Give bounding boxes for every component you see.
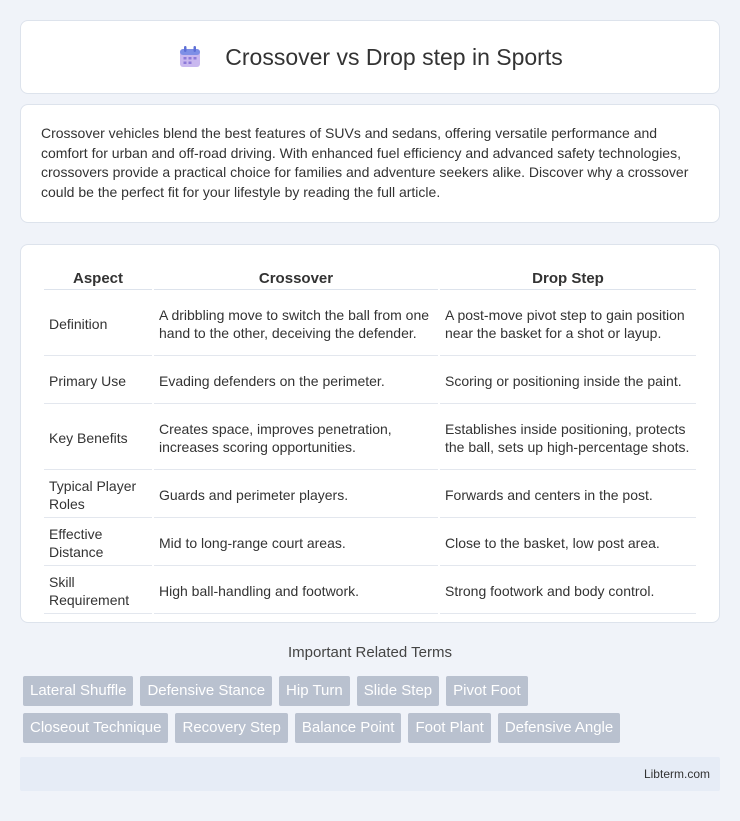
row-aspect: Effective Distance	[44, 520, 152, 566]
tag-pivot-foot[interactable]: Pivot Foot	[446, 676, 528, 706]
comparison-table-card	[20, 244, 720, 623]
column-header-drop-step: Drop Step	[440, 267, 696, 290]
row-drop-step: Scoring or positioning inside the paint.	[440, 358, 696, 404]
tag-defensive-angle[interactable]: Defensive Angle	[498, 713, 620, 743]
column-header-crossover: Crossover	[154, 267, 438, 290]
row-drop-step: Forwards and centers in the post.	[440, 472, 696, 518]
table-row	[44, 406, 696, 470]
table-row	[44, 520, 696, 566]
table-row	[44, 472, 696, 518]
row-crossover: High ball-handling and footwork.	[154, 568, 438, 614]
table-header-row	[44, 267, 696, 290]
row-drop-step: Strong footwork and body control.	[440, 568, 696, 614]
tag-balance-point[interactable]: Balance Point	[295, 713, 402, 743]
comparison-table	[42, 265, 698, 616]
tag-foot-plant[interactable]: Foot Plant	[408, 713, 490, 743]
row-aspect: Typical Player Roles	[44, 472, 152, 518]
tag-lateral-shuffle[interactable]: Lateral Shuffle	[23, 676, 133, 706]
table-row	[44, 292, 696, 356]
header-card	[20, 20, 720, 94]
related-terms-tags	[23, 676, 723, 750]
row-aspect: Definition	[44, 292, 152, 356]
tag-defensive-stance[interactable]: Defensive Stance	[140, 676, 272, 706]
tag-hip-turn[interactable]: Hip Turn	[279, 676, 350, 706]
tag-slide-step[interactable]: Slide Step	[357, 676, 439, 706]
table-row	[44, 568, 696, 614]
column-header-aspect: Aspect	[44, 267, 152, 290]
row-aspect: Key Benefits	[44, 406, 152, 470]
row-aspect: Skill Requirement	[44, 568, 152, 614]
footer-link[interactable]: Libterm.com	[643, 767, 710, 781]
row-crossover: Mid to long-range court areas.	[154, 520, 438, 566]
row-crossover: Evading defenders on the perimeter.	[154, 358, 438, 404]
row-crossover: Creates space, improves penetration, increases scoring opportunities.	[154, 406, 438, 470]
tag-closeout-technique[interactable]: Closeout Technique	[23, 713, 168, 743]
row-drop-step: Close to the basket, low post area.	[440, 520, 696, 566]
page-title: Crossover vs Drop step in Sports	[225, 43, 563, 70]
row-aspect: Primary Use	[44, 358, 152, 404]
intro-card	[20, 104, 720, 223]
intro-text: Crossover vehicles blend the best features of SUVs and sedans, offering versatile performance and comfort for urban and off-road driving. With enhanced fuel efficiency and advanced safety technologies, crossovers provide a practical choice for families and adventure seekers alike. Discover why a crossover could be the perfect fit for your lifestyle by reading the full article.	[41, 125, 689, 200]
tag-row	[23, 676, 723, 706]
row-crossover: A dribbling move to switch the ball from one hand to the other, deceiving the defender.	[154, 292, 438, 356]
tag-recovery-step[interactable]: Recovery Step	[175, 713, 287, 743]
footer	[20, 757, 720, 791]
row-drop-step: A post-move pivot step to gain position near the basket for a shot or layup.	[440, 292, 696, 356]
row-drop-step: Establishes inside positioning, protects the ball, sets up high-percentage shots.	[440, 406, 696, 470]
tag-row	[23, 713, 723, 743]
calendar-icon	[177, 44, 203, 70]
row-crossover: Guards and perimeter players.	[154, 472, 438, 518]
related-terms-title: Important Related Terms	[288, 644, 452, 661]
table-row	[44, 358, 696, 404]
